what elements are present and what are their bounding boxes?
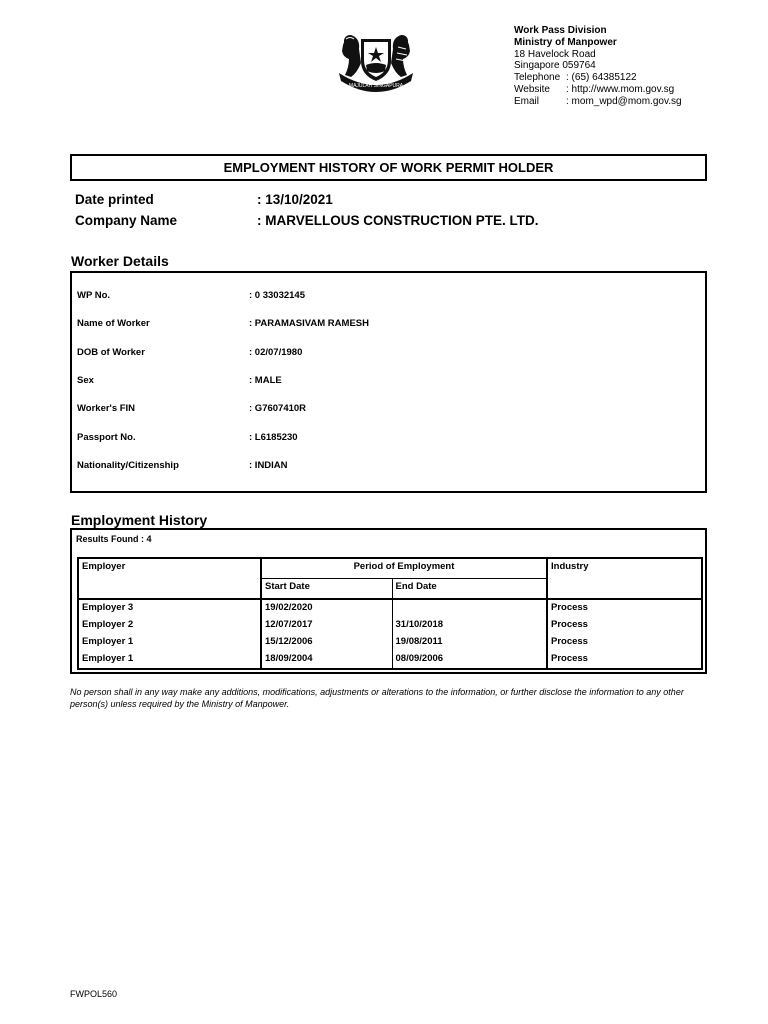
field-label: Nationality/Citizenship bbox=[77, 460, 179, 471]
column-header-period: Period of Employment bbox=[261, 558, 547, 579]
end-date-cell: 31/10/2018 bbox=[392, 617, 547, 634]
start-date-cell: 15/12/2006 bbox=[261, 634, 392, 651]
field-label: DOB of Worker bbox=[77, 347, 145, 358]
industry-cell: Process bbox=[547, 651, 702, 669]
table-row bbox=[78, 634, 702, 651]
field-label: Name of Worker bbox=[77, 318, 150, 329]
table-header-row bbox=[78, 558, 702, 579]
email-row bbox=[514, 96, 682, 108]
field-value: : PARAMASIVAM RAMESH bbox=[249, 318, 369, 329]
address-line-2: Singapore 059764 bbox=[514, 60, 596, 72]
nationality-row bbox=[77, 460, 288, 471]
website-value: : http://www.mom.gov.sg bbox=[566, 83, 675, 95]
field-label: WP No. bbox=[77, 290, 111, 301]
website-row bbox=[514, 84, 682, 96]
website-label: Website bbox=[514, 83, 550, 95]
table-row bbox=[78, 599, 702, 617]
end-date-cell: 19/08/2011 bbox=[392, 634, 547, 651]
fin-row bbox=[77, 403, 306, 414]
date-printed-value: : 13/10/2021 bbox=[257, 192, 333, 207]
employer-cell: Employer 3 bbox=[78, 599, 261, 617]
employer-cell: Employer 2 bbox=[78, 617, 261, 634]
worker-details-heading: Worker Details bbox=[71, 253, 169, 269]
form-code: FWPOL560 bbox=[70, 989, 118, 999]
document-title: EMPLOYMENT HISTORY OF WORK PERMIT HOLDER bbox=[70, 154, 707, 181]
telephone-row bbox=[514, 72, 682, 84]
worker-name-row bbox=[77, 318, 369, 329]
singapore-coat-of-arms-icon bbox=[333, 27, 419, 93]
dob-row bbox=[77, 347, 302, 358]
telephone-value: : (65) 64385122 bbox=[566, 72, 637, 84]
table-row bbox=[78, 617, 702, 634]
field-label: Passport No. bbox=[77, 432, 136, 443]
field-value: : INDIAN bbox=[249, 460, 288, 471]
column-header-end-date: End Date bbox=[392, 579, 547, 600]
employment-history-heading: Employment History bbox=[71, 512, 208, 528]
telephone-label: Telephone bbox=[514, 72, 561, 84]
employment-table bbox=[77, 557, 703, 670]
address-line-1: 18 Havelock Road bbox=[514, 48, 596, 60]
field-label: Sex bbox=[77, 375, 94, 386]
industry-cell: Process bbox=[547, 634, 702, 651]
field-value: : L6185230 bbox=[249, 432, 298, 443]
crest-motto: MAJULAH SINGAPURA bbox=[348, 83, 404, 89]
ministry-name: Ministry of Manpower bbox=[514, 36, 617, 48]
start-date-cell: 19/02/2020 bbox=[261, 599, 392, 617]
column-header-start-date: Start Date bbox=[261, 579, 392, 600]
field-value: : MALE bbox=[249, 375, 282, 386]
column-header-industry: Industry bbox=[547, 558, 702, 599]
sex-row bbox=[77, 375, 282, 386]
results-found: Results Found : 4 bbox=[76, 534, 152, 544]
industry-cell: Process bbox=[547, 617, 702, 634]
field-value: : 0 33032145 bbox=[249, 290, 305, 301]
wp-number-row bbox=[77, 290, 305, 301]
field-value: : 02/07/1980 bbox=[249, 347, 303, 358]
start-date-cell: 12/07/2017 bbox=[261, 617, 392, 634]
employment-history-box bbox=[70, 528, 707, 674]
start-date-cell: 18/09/2004 bbox=[261, 651, 392, 669]
company-name-label: Company Name bbox=[75, 213, 178, 228]
email-value: : mom_wpd@mom.gov.sg bbox=[566, 95, 682, 107]
industry-cell: Process bbox=[547, 599, 702, 617]
disclosure-notice: No person shall in any way make any additions, modifications, adjustments or alterations to the information, or further disclose the information to any other person(s) unless required by the Ministry of Manpower. bbox=[70, 687, 684, 709]
end-date-cell: 08/09/2006 bbox=[392, 651, 547, 669]
division-name: Work Pass Division bbox=[514, 25, 607, 36]
table-row bbox=[78, 651, 702, 669]
passport-row bbox=[77, 432, 298, 443]
date-printed-label: Date printed bbox=[75, 192, 154, 207]
column-header-employer: Employer bbox=[78, 558, 261, 599]
email-label: Email bbox=[514, 95, 540, 107]
worker-details-box bbox=[70, 271, 707, 493]
employer-cell: Employer 1 bbox=[78, 651, 261, 669]
agency-address-block bbox=[514, 25, 682, 108]
end-date-cell bbox=[392, 599, 547, 617]
field-value: : G7607410R bbox=[249, 403, 307, 414]
employer-cell: Employer 1 bbox=[78, 634, 261, 651]
company-name-value: : MARVELLOUS CONSTRUCTION PTE. LTD. bbox=[257, 213, 539, 228]
field-label: Worker's FIN bbox=[77, 403, 136, 414]
